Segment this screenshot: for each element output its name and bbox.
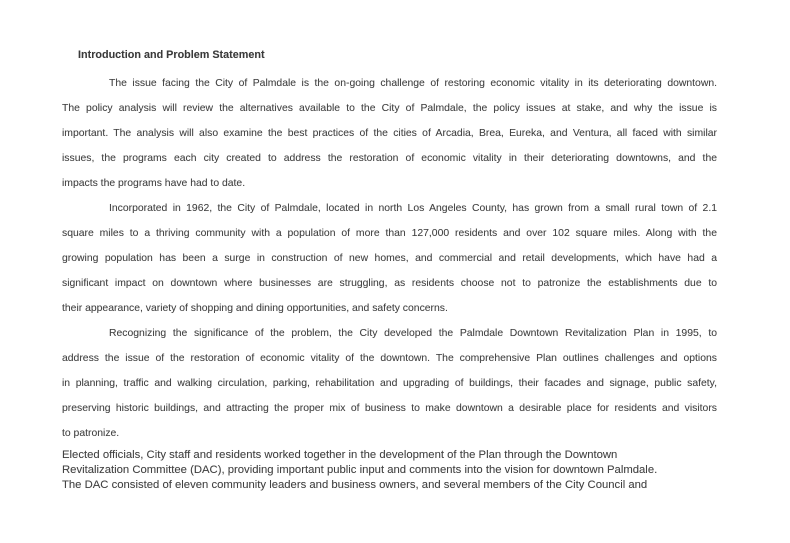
text-line: growing population has been a surge in construction of new homes, and commercial and retail developments, which have had a bbox=[62, 253, 717, 264]
text-line: to patronize. bbox=[62, 428, 120, 439]
text-line: important. The analysis will also examine the best practices of the cities of Arcadia, Brea, Eureka, and Ventura, all faced with similar bbox=[62, 128, 717, 139]
text-line: address the issue of the restoration of economic vitality of the downtown. The comprehensive Plan outlines challenges and options bbox=[62, 353, 717, 364]
text-line: The policy analysis will review the alternatives available to the City of Palmdale, the policy issues at stake, and why the issue is bbox=[62, 103, 717, 114]
text-line: The issue facing the City of Palmdale is the on-going challenge of restoring economic vitality in its deteriorating downtown. bbox=[109, 78, 717, 89]
paragraph-3 bbox=[62, 321, 717, 446]
text-line: significant impact on downtown where businesses are struggling, as residents choose not to patronize the establishments due to bbox=[62, 278, 717, 289]
document-heading: Introduction and Problem Statement bbox=[78, 49, 265, 61]
text-line: preserving historic buildings, and attracting the proper mix of business to make downtown a desirable place for residents and visitors bbox=[62, 403, 717, 414]
text-line: Incorporated in 1962, the City of Palmdale, located in north Los Angeles County, has grown from a small rural town of 2.1 bbox=[109, 203, 717, 214]
text-line: Revitalization Committee (DAC), providing important public input and comments into the vision for downtown Palmdale. bbox=[62, 464, 658, 476]
text-line: The DAC consisted of eleven community leaders and business owners, and several members of the City Council and bbox=[62, 479, 648, 491]
text-line: their appearance, variety of shopping and dining opportunities, and safety concerns. bbox=[62, 303, 448, 314]
text-line: issues, the programs each city created to address the restoration of economic vitality in their deteriorating downtowns, and the bbox=[62, 153, 717, 164]
text-line: square miles to a thriving community with a population of more than 127,000 residents and over 102 square miles. Along with the bbox=[62, 228, 717, 239]
document-text-block bbox=[62, 48, 717, 493]
text-line: impacts the programs have had to date. bbox=[62, 178, 246, 189]
paragraph-1 bbox=[62, 71, 717, 196]
text-line: Recognizing the significance of the problem, the City developed the Palmdale Downtown Revitalization Plan in 1995, to bbox=[109, 328, 717, 339]
paragraph-2 bbox=[62, 196, 717, 321]
paragraph-4 bbox=[62, 448, 717, 493]
text-line: Elected officials, City staff and residents worked together in the development of the Plan through the Downtown bbox=[62, 449, 618, 461]
text-line: in planning, traffic and walking circulation, parking, rehabilitation and upgrading of buildings, their facades and signage, public safety, bbox=[62, 378, 717, 389]
